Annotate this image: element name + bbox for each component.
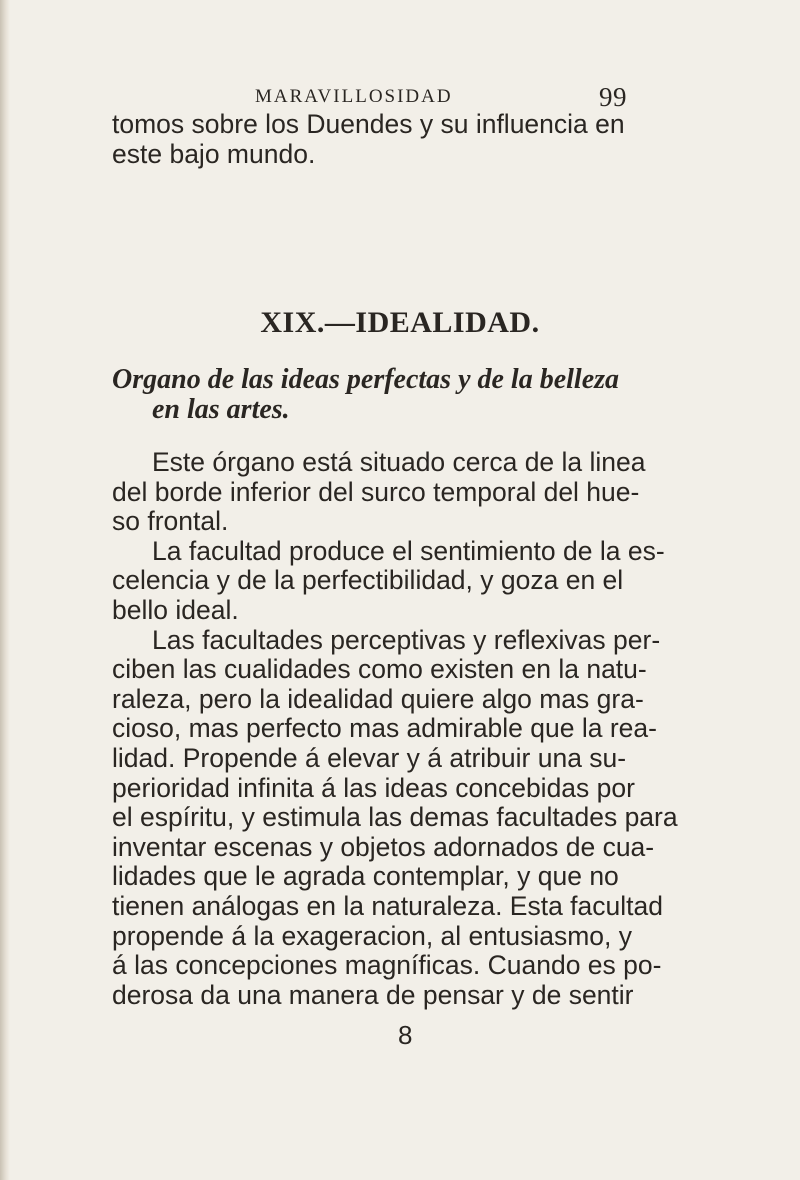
signature-mark: 8 bbox=[398, 1020, 413, 1050]
subtitle-line: en las artes. bbox=[152, 393, 290, 425]
subtitle-line: Organo de las ideas perfectas y de la belleza bbox=[112, 364, 620, 395]
text-line: ciben las cualidades como existen en la natu- bbox=[112, 654, 647, 685]
text-line: tomos sobre los Duendes y su influencia en bbox=[112, 109, 625, 139]
text-line: bello ideal. bbox=[112, 594, 239, 625]
page-binding-edge bbox=[0, 0, 10, 1180]
text-line: perioridad infinita á las ideas concebidas por bbox=[112, 772, 635, 803]
text-line: Este órgano está situado cerca de la linea bbox=[152, 447, 646, 477]
continuation-paragraph bbox=[112, 110, 732, 169]
body-text bbox=[112, 448, 732, 1010]
text-line: La facultad produce el sentimiento de la es- bbox=[152, 535, 665, 566]
text-line: inventar escenas y objetos adornados de cua- bbox=[112, 831, 655, 862]
text-line: propende á la exageracion, al entusiasmo, y bbox=[112, 920, 633, 951]
text-line: el espíritu, y estimula las demas facultades para bbox=[112, 802, 678, 833]
section-heading: XIX.—IDEALIDAD. bbox=[260, 306, 540, 339]
text-line: del borde inferior del surco temporal del hue- bbox=[112, 476, 640, 507]
text-line: raleza, pero la idealidad quiere algo mas gra- bbox=[112, 683, 644, 714]
text-line: tienen análogas en la naturaleza. Esta facultad bbox=[112, 890, 664, 921]
section-subtitle bbox=[112, 364, 732, 423]
running-title: MARAVILLOSIDAD bbox=[255, 86, 453, 107]
text-line: lidades que le agrada contemplar, y que no bbox=[112, 861, 619, 892]
text-line: derosa da una manera de pensar y de sentir bbox=[112, 979, 634, 1010]
page-number: 99 bbox=[599, 82, 627, 112]
text-line: lidad. Propende á elevar y á atribuir una su- bbox=[112, 742, 627, 773]
text-line: so frontal. bbox=[112, 506, 229, 537]
text-line: Las facultades perceptivas y reflexivas per- bbox=[152, 624, 661, 655]
text-line: este bajo mundo. bbox=[112, 138, 316, 169]
text-line: á las concepciones magníficas. Cuando es po- bbox=[112, 950, 662, 981]
text-line: cioso, mas perfecto mas admirable que la rea- bbox=[112, 713, 657, 744]
text-line: celencia y de la perfectibilidad, y goza en el bbox=[112, 565, 624, 596]
